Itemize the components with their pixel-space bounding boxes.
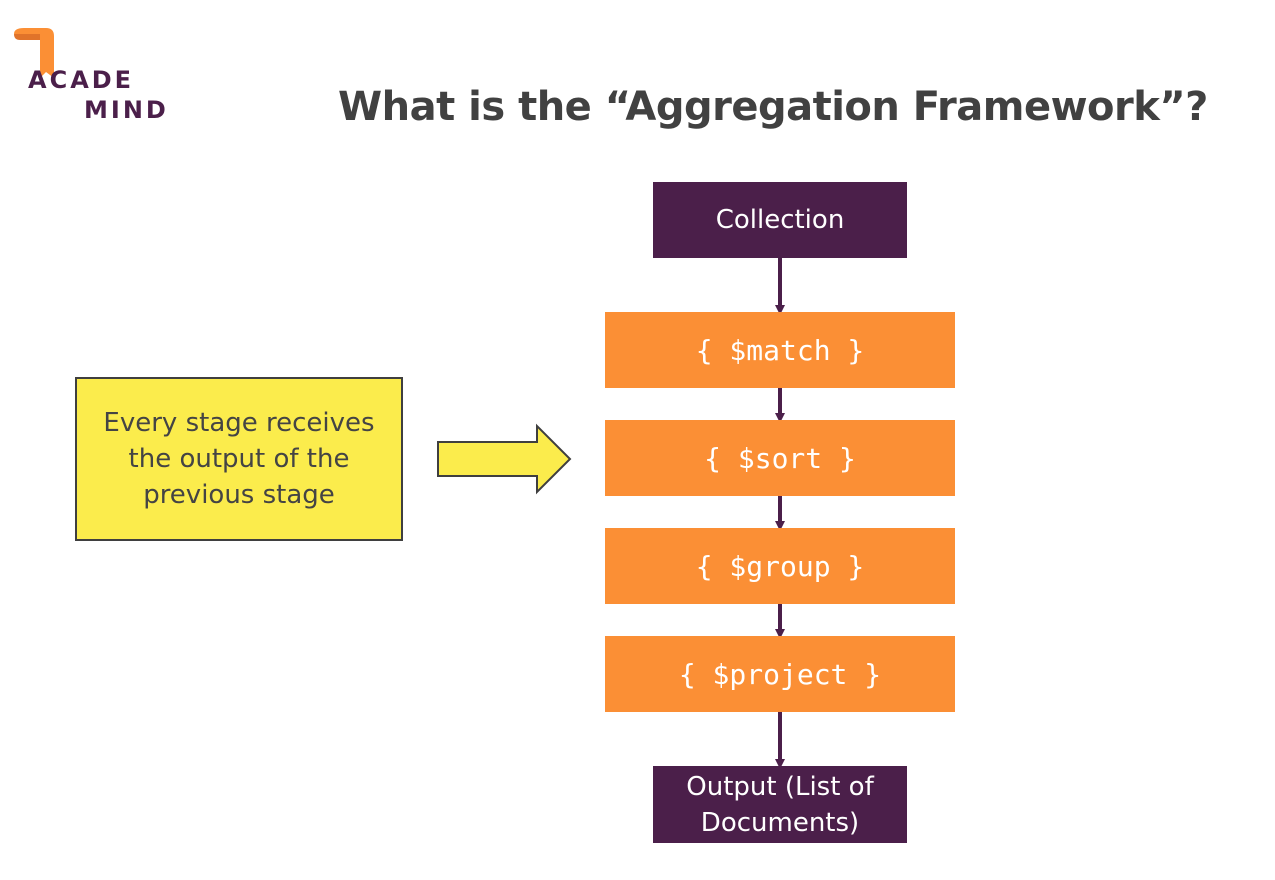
output-box: Output (List of Documents) xyxy=(653,766,907,843)
slide-title: What is the “Aggregation Framework”? xyxy=(338,84,1208,130)
pointer-arrow-icon xyxy=(438,426,570,492)
stage-group-box: { $group } xyxy=(605,528,955,604)
academind-logo xyxy=(10,26,180,136)
collection-box: Collection xyxy=(653,182,907,258)
stage-note-box: Every stage receives the output of the previous stage xyxy=(75,377,403,541)
stage-project-box: { $project } xyxy=(605,636,955,712)
stage-sort-box: { $sort } xyxy=(605,420,955,496)
logo-text-line2: MIND xyxy=(84,96,169,124)
logo-text-line1: ACADE xyxy=(28,66,135,94)
stage-match-box: { $match } xyxy=(605,312,955,388)
